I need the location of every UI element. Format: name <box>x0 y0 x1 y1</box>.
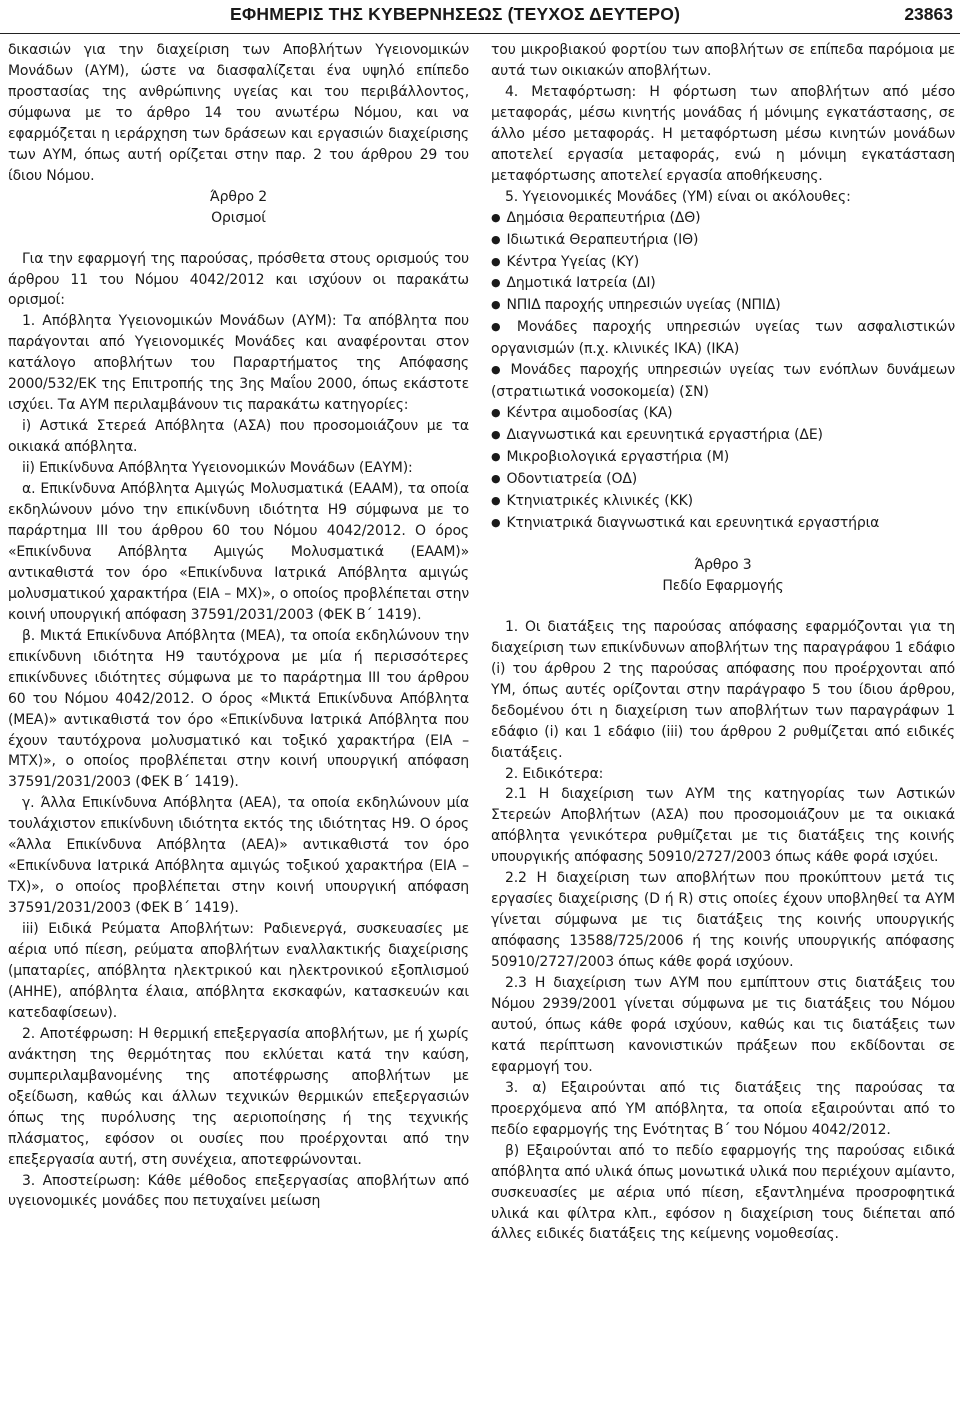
unit-list-item: ● Κτηνιατρικές κλινικές (ΚΚ) <box>491 491 955 513</box>
unit-list-item: ● Κέντρα αιμοδοσίας (ΚΑ) <box>491 403 955 425</box>
article-2-title: Ορισμοί <box>211 209 266 226</box>
unit-list-item: ● Μονάδες παροχής υπηρεσιών υγείας των ενόπλων δυνάμεων (στρατιωτικά νοσοκομεία) (ΣΝ) <box>491 360 955 403</box>
scope-paragraph-2-2: 2.2 Η διαχείριση των αποβλήτων που προκύπτουν μετά τις εργασίες διαχείρισης (D ή R) στις οποίες έχουν υποβληθεί τα ΑΥΜ γίνεται σύμφωνα με τις διατάξεις της κοινής υπουργικής απόφασης 13588/725/2006 ή της κοινής υπουργικής απόφασης 50910/2727/2003 όπως κάθε φορά ισχύουν. <box>491 870 955 971</box>
article-2-intro: Για την εφαρμογή της παρούσας, πρόσθετα στους ορισμούς του άρθρου 11 του Νόμου 4042/2012 και ισχύουν οι παρακάτω ορισμοί: <box>8 250 469 309</box>
definition-1-b: β. Μικτά Επικίνδυνα Απόβλητα (ΜΕΑ), τα οποία εκδηλώνουν την επικίνδυνη ιδιότητα Η9 ταυτόχρονα με μία ή περισσότερες επικίνδυνες ιδιότητες σύμφωνα με το παράρτημα ΙΙΙ του άρθρου 60 του Νόμου 4042/2012. Ο όρος «Μικτά Επικίνδυνα Απόβλητα (ΜΕΑ)» αντικαθιστά τον όρο «Επικίνδυνα Ιατρικά Απόβλητα που έχουν ταυτόχρονα μολυσματικό και τοξικό χαρακτήρα (ΕΙΑ – ΜΤΧ)», ο οποίος προβλέπεται στην κοινή υπουργική απόφαση 37591/2031/2003 (ΦΕΚ Β΄ 1419). <box>8 627 469 791</box>
unit-list-item: ● Διαγνωστικά και ερευνητικά εργαστήρια (ΔΕ) <box>491 425 955 447</box>
left-column <box>8 40 469 1212</box>
page-header <box>0 0 960 34</box>
unit-list-item: ● Μικροβιολογικά εργαστήρια (Μ) <box>491 447 955 469</box>
unit-list-item: ● Δημόσια θεραπευτήρια (ΔΘ) <box>491 208 955 230</box>
scope-paragraph-2: 2. Ειδικότερα: <box>505 765 604 782</box>
article-3-heading: Άρθρο 3 <box>694 556 752 573</box>
scope-paragraph-3a: 3. α) Εξαιρούνται από τις διατάξεις της παρούσας τα προερχόμενα από ΥΜ απόβλητα, τα οποία εξαιρούνται από το πεδίο εφαρμογής της Ενότητας Β΄ του Νόμου 4042/2012. <box>491 1079 955 1138</box>
unit-list-item: ● ΝΠΙΔ παροχής υπηρεσιών υγείας (ΝΠΙΔ) <box>491 295 955 317</box>
spacer <box>491 597 955 617</box>
unit-list-item: ● Οδοντιατρεία (ΟΔ) <box>491 469 955 491</box>
unit-list-item: ● Δημοτικά Ιατρεία (ΔΙ) <box>491 273 955 295</box>
definition-1-iii: iii) Ειδικά Ρεύματα Αποβλήτων: Ραδιενεργά, συσκευασίες με αέρια υπό πίεση, ρεύματα αποβλήτων εναλλακτικής διαχείρισης (μπαταρίες, απόβλητα ηλεκτρικού και ηλεκτρονικού εξοπλισμού (ΑΗΗΕ), απόβλητα έλαια, απόβλητα εκσκαφών, κατασκευών και κατεδαφίσεων). <box>8 921 469 1021</box>
definition-5: 5. Υγειονομικές Μονάδες (ΥΜ) είναι οι ακόλουθες: <box>505 188 851 205</box>
spacer <box>491 535 955 555</box>
definition-1: 1. Απόβλητα Υγειονομικών Μονάδων (ΑΥΜ): Τα απόβλητα που παράγονται από Υγειονομικές Μονάδες και αναφέρονται στον κατάλογο αποβλήτων του Παραρτήματος της Απόφασης 2000/532/ΕΚ της Επιτροπής της 3ης Μαΐου 2000, όπως εκάστοτε ισχύει. Τα ΑΥΜ περιλαμβάνουν τις παρακάτω κατηγορίες: <box>8 313 469 414</box>
scope-paragraph-2-3: 2.3 Η διαχείριση των ΑΥΜ που εμπίπτουν στις διατάξεις του Νόμου 2939/2001 γίνεται σύμφωνα με τις διατάξεις του Νόμου αυτού, όπως κάθε φορά ισχύουν, καθώς και τις διατάξεις των κατά περίπτωση κανονιστικών πράξεων που εκδίδονται σε εφαρμογή του. <box>491 975 955 1075</box>
definition-1-ii: ii) Επικίνδυνα Απόβλητα Υγειονομικών Μονάδων (ΕΑΥΜ): <box>22 460 413 477</box>
definition-3: 3. Αποστείρωση: Κάθε μέθοδος επεξεργασίας αποβλήτων από υγειονομικές μονάδες που πετυχαίνει μείωση <box>8 1172 469 1210</box>
scope-paragraph-1: 1. Οι διατάξεις της παρούσας απόφασης εφαρμόζονται για τη διαχείριση των επικίνδυνων αποβλήτων της παραγράφου 1 εδάφιο (i) του άρθρου 2 της παρούσας απόφασης που προέρχονται από ΥΜ, όπως αυτές ορίζονται στην παράγραφο 5 του ίδιου άρθρου, δεδομένου ότι η διαχείριση των αποβλήτων των παραγράφων 1 εδάφιο (i) και 1 εδάφιο (iii) του άρθρου 2 ρυθμίζεται από ειδικές διατάξεις. <box>491 618 955 761</box>
continuation-paragraph: του μικροβιακού φορτίου των αποβλήτων σε επίπεδα παρόμοια με αυτά των οικιακών αποβλήτων. <box>491 42 955 79</box>
article-3-title: Πεδίο Εφαρμογής <box>662 577 784 594</box>
scope-paragraph-3b: β) Εξαιρούνται από το πεδίο εφαρμογής της παρούσας ειδικά απόβλητα από υλικά όπως μονωτικά υλικά που περιέχουν αμίαντο, συσκευασίες με αέρια υπό πίεση, εξαντλημένα προσροφητικά υλικά και φίλτρα κλπ., εφόσον η διαχείριση τους διέπεται από άλλες ειδικές διατάξεις της κείμενης νομοθεσίας. <box>491 1142 955 1243</box>
unit-list-item: ● Κέντρα Υγείας (ΚΥ) <box>491 252 955 274</box>
scope-paragraph-2-1: 2.1 Η διαχείριση των ΑΥΜ της κατηγορίας των Αστικών Στερεών Αποβλήτων (ΑΣΑ) που προσομοιάζουν με τα οικιακά απόβλητα γενικότερα ρυθμίζεται με τις διατάξεις της κοινής υπουργικής απόφασης 50910/2727/2003 όπως κάθε φορά ισχύει. <box>491 786 955 866</box>
gazette-title: ΕΦΗΜΕΡΙΣ ΤΗΣ ΚΥΒΕΡΝΗΣΕΩΣ (ΤΕΥΧΟΣ ΔΕΥΤΕΡΟ) <box>230 4 681 24</box>
definition-1-g: γ. Άλλα Επικίνδυνα Απόβλητα (ΑΕΑ), τα οποία εκδηλώνουν μία τουλάχιστον επικίνδυνη ιδιότητα εκτός της ιδιότητας Η9. Ο όρος «Άλλα Επικίνδυνα Απόβλητα (ΑΕΑ)» αντικαθιστά τον όρο «Επικίνδυνα Ιατρικά Απόβλητα αμιγώς τοξικού χαρακτήρα (ΕΙΑ – ΤΧ)», ο οποίος προβλέπεται στην κοινή υπουργική απόφαση 37591/2031/2003 (ΦΕΚ Β΄ 1419). <box>8 795 469 917</box>
unit-list-item: ● Μονάδες παροχής υπηρεσιών υγείας των ασφαλιστικών οργανισμών (π.χ. κλινικές ΙΚΑ) (ΙΚΑ) <box>491 317 955 360</box>
intro-paragraph: δικασιών για την διαχείριση των Αποβλήτων Υγειονομικών Μονάδων (ΑΥΜ), ώστε να διασφαλίζεται ένα υψηλό επίπεδο προστασίας της ανθρώπινης υγείας και του περιβάλλοντος, σύμφωνα με το άρθρο 14 του ανωτέρω Νόμου, και να εφαρμόζεται η ιεράρχηση των δράσεων και εργασιών διαχείρισης των ΑΥΜ, όπως αυτή ορίζεται στην παρ. 2 του άρθρου 29 του ίδιου Νόμου. <box>8 42 469 184</box>
spacer <box>8 229 469 249</box>
unit-list-item: ● Ιδιωτικά Θεραπευτήρια (ΙΘ) <box>491 230 955 252</box>
definition-2: 2. Αποτέφρωση: Η θερμική επεξεργασία αποβλήτων, με ή χωρίς ανάκτηση της θερμότητας που εκλύεται κατά την καύση, συμπεριλαμβανομένης της αποτέφρωσης αποβλήτων με οξείδωση, καθώς και άλλων τεχνικών θερμικών επεξεργασιών όπως της πυρόλυσης της αεριοποίησης ή της τεχνικής πλάσματος, εφόσον οι ουσίες που προέρχονται από την επεξεργασία αυτή, στη συνέχεια, αποτεφρώνονται. <box>8 1025 469 1168</box>
definition-4: 4. Μεταφόρτωση: Η φόρτωση των αποβλήτων από μέσο μεταφοράς, μέσω κινητής μονάδας ή μόνιμης εγκατάστασης, σε άλλο μέσο μεταφοράς. Η μεταφόρτωση μέσω κινητών μονάδων αποτελεί εργασία μεταφοράς, ενώ η μόνιμη εγκατάσταση μεταφόρτωσης αποτελεί εργασία αποθήκευσης. <box>491 83 955 184</box>
article-2-heading: Άρθρο 2 <box>210 188 267 205</box>
definition-1-a: α. Επικίνδυνα Απόβλητα Αμιγώς Μολυσματικά (ΕΑΑΜ), τα οποία εκδηλώνουν μόνο την επικίνδυνη ιδιότητα Η9 σύμφωνα με το παράρτημα ΙΙΙ του άρθρου 60 του Νόμου 4042/2012. Ο όρος «Επικίνδυνα Απόβλητα Αμιγώς Μολυσματικά (ΕΑΑΜ)» αντικαθιστά τον όρο «Επικίνδυνα Ιατρικά Απόβλητα αμιγώς μολυσματικού χαρακτήρα (ΕΙΑ – ΜΧ)», ο οποίος προβλέπεται στην κοινή υπουργική απόφαση 37591/2031/2003 (ΦΕΚ Β΄ 1419). <box>8 481 469 623</box>
definition-1-i: i) Αστικά Στερεά Απόβλητα (ΑΣΑ) που προσομοιάζουν με τα οικιακά απόβλητα. <box>8 418 469 456</box>
page-number: 23863 <box>904 4 953 24</box>
right-column <box>491 40 955 1245</box>
unit-list-item: ● Κτηνιατρικά διαγνωστικά και ερευνητικά εργαστήρια <box>491 513 955 535</box>
header-rule <box>0 33 960 34</box>
